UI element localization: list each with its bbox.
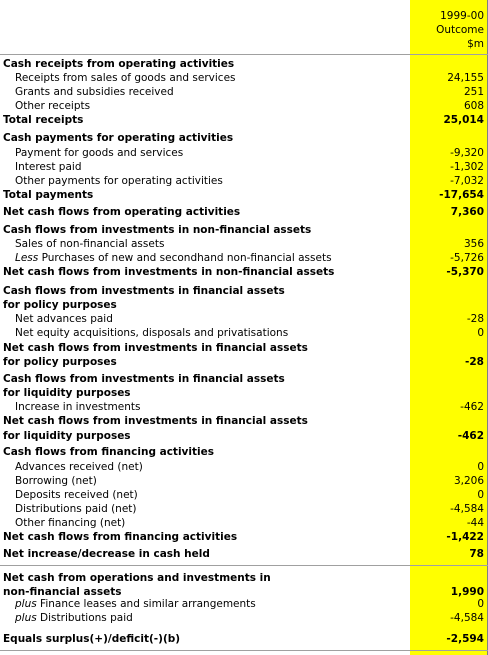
- row-prefix: plus: [15, 612, 41, 624]
- row-label: [15, 99, 90, 113]
- row-label-text: Net increase/decrease in cash held: [3, 548, 210, 560]
- row-label-text: Total receipts: [3, 114, 84, 126]
- statement-row: [0, 326, 488, 340]
- row-label-text: Cash flows from financing activities: [3, 446, 214, 458]
- row-value: 24,155: [447, 72, 484, 84]
- row-prefix: Less: [15, 252, 42, 264]
- row-label: [3, 205, 240, 219]
- row-label: [3, 113, 83, 127]
- statement-row: [0, 488, 488, 502]
- statement-row: [0, 205, 488, 219]
- row-label-text: Equals surplus(+)/deficit(-)(b): [3, 633, 181, 645]
- statement-row: [0, 251, 488, 265]
- row-value: -462: [457, 430, 484, 442]
- row-label-text: Cash flows from investments in non-financial assets: [3, 224, 312, 236]
- statement-row: [0, 460, 488, 474]
- row-label-text: Purchases of new and secondhand non-financial assets: [41, 252, 332, 264]
- header-divider: [0, 54, 488, 55]
- row-prefix: plus: [15, 598, 41, 610]
- header-outcome: Outcome: [436, 24, 484, 36]
- row-value: -2,594: [446, 633, 484, 645]
- row-label: [3, 131, 233, 145]
- row-label-text: for liquidity purposes: [3, 430, 131, 442]
- row-label-text: Other payments for operating activities: [15, 175, 223, 187]
- header-year: 1999-00: [440, 10, 484, 22]
- row-label-text: for policy purposes: [3, 299, 117, 311]
- statement-row: [0, 571, 488, 585]
- row-label-text: for policy purposes: [3, 356, 117, 368]
- statement-row: [0, 71, 488, 85]
- statement-row: [0, 131, 488, 145]
- row-value: 0: [477, 598, 484, 610]
- statement-row: [0, 237, 488, 251]
- row-value: 25,014: [443, 114, 484, 126]
- row-label: [15, 400, 140, 414]
- row-label: [15, 597, 256, 611]
- row-label: [3, 223, 311, 237]
- row-label: [15, 516, 125, 530]
- statement-row: [0, 611, 488, 625]
- row-label: [3, 265, 334, 279]
- statement-row: [0, 530, 488, 544]
- row-label-text: Payment for goods and services: [15, 147, 184, 159]
- row-label-text: Net cash from operations and investments in: [3, 572, 271, 584]
- summary-divider: [0, 565, 488, 566]
- row-value: -9,320: [450, 147, 484, 159]
- row-label-text: Other receipts: [15, 100, 91, 112]
- row-value: -1,422: [446, 531, 484, 543]
- row-label-text: Cash payments for operating activities: [3, 132, 234, 144]
- statement-row: [0, 355, 488, 369]
- row-value: -1,302: [450, 161, 484, 173]
- statement-row: [0, 298, 488, 312]
- statement-row: [0, 445, 488, 459]
- row-value: -28: [466, 313, 484, 325]
- statement-row: [0, 223, 488, 237]
- row-label-text: Interest paid: [15, 161, 82, 173]
- row-label-text: Other financing (net): [15, 517, 126, 529]
- statement-row: [0, 547, 488, 561]
- statement-row: [0, 400, 488, 414]
- row-value: -462: [460, 401, 484, 413]
- row-label: [3, 632, 180, 646]
- row-value: -17,654: [439, 189, 484, 201]
- row-label: [3, 530, 237, 544]
- row-label-text: Net equity acquisitions, disposals and privatisations: [15, 327, 289, 339]
- row-label-text: Sales of non-financial assets: [15, 238, 165, 250]
- row-label-text: Advances received (net): [15, 461, 143, 473]
- row-label-text: Net cash flows from financing activities: [3, 531, 238, 543]
- row-value: 608: [463, 100, 484, 112]
- row-value: -4,584: [450, 612, 484, 624]
- row-value: -44: [466, 517, 484, 529]
- row-value: -4,584: [450, 503, 484, 515]
- row-label: [3, 341, 308, 355]
- row-value: -28: [465, 356, 484, 368]
- statement-row: [0, 312, 488, 326]
- row-label-text: Net cash flows from investments in financial assets: [3, 342, 308, 354]
- statement-row: [0, 265, 488, 279]
- statement-row: [0, 284, 488, 298]
- row-label-text: Grants and subsidies received: [15, 86, 174, 98]
- row-label: [15, 460, 143, 474]
- row-label: [15, 488, 138, 502]
- row-label-text: Deposits received (net): [15, 489, 138, 501]
- row-value: 7,360: [450, 206, 484, 218]
- row-label-text: Receipts from sales of goods and services: [15, 72, 236, 84]
- row-value: -7,032: [450, 175, 484, 187]
- row-value: 251: [463, 86, 484, 98]
- row-label: [15, 611, 133, 625]
- row-label: [15, 474, 97, 488]
- statement-row: [0, 632, 488, 646]
- row-label: [15, 71, 236, 85]
- statement-row: [0, 99, 488, 113]
- bottom-divider: [0, 650, 488, 651]
- row-label-text: Net cash flows from operating activities: [3, 206, 241, 218]
- statement-row: [0, 85, 488, 99]
- row-value: 78: [469, 548, 484, 560]
- row-label: [3, 355, 117, 369]
- row-label: [3, 284, 285, 298]
- row-label: [3, 547, 210, 561]
- row-label: [3, 57, 234, 71]
- statement-row: [0, 372, 488, 386]
- row-label-text: Distributions paid (net): [15, 503, 137, 515]
- row-label-text: Increase in investments: [15, 401, 141, 413]
- row-value: 0: [477, 489, 484, 501]
- row-label-text: non-financial assets: [3, 586, 122, 598]
- row-label: [3, 445, 214, 459]
- row-label: [3, 298, 117, 312]
- row-label-text: for liquidity purposes: [3, 387, 131, 399]
- statement-row: [0, 502, 488, 516]
- row-label: [3, 571, 271, 585]
- row-label: [15, 251, 332, 265]
- row-label: [15, 326, 288, 340]
- statement-row: [0, 516, 488, 530]
- row-label: [3, 386, 131, 400]
- row-value: 0: [477, 327, 484, 339]
- row-value: 3,206: [453, 475, 484, 487]
- row-value: -5,370: [446, 266, 484, 278]
- row-label: [15, 146, 183, 160]
- row-label: [15, 502, 137, 516]
- row-label: [3, 414, 308, 428]
- row-label-text: Finance leases and similar arrangements: [40, 598, 256, 610]
- row-label: [15, 85, 174, 99]
- row-label-text: Cash flows from investments in financial assets: [3, 373, 285, 385]
- row-value: 1,990: [450, 586, 484, 598]
- row-label: [15, 174, 223, 188]
- row-label-text: Net cash flows from investments in non-financial assets: [3, 266, 335, 278]
- row-label: [3, 429, 131, 443]
- row-value: -5,726: [450, 252, 484, 264]
- statement-row: [0, 57, 488, 71]
- statement-row: [0, 160, 488, 174]
- statement-row: [0, 174, 488, 188]
- statement-row: [0, 474, 488, 488]
- row-value: 356: [463, 238, 484, 250]
- statement-row: [0, 113, 488, 127]
- statement-row: [0, 146, 488, 160]
- row-label-text: Net advances paid: [15, 313, 113, 325]
- row-label-text: Net cash flows from investments in financial assets: [3, 415, 308, 427]
- row-label-text: Cash receipts from operating activities: [3, 58, 235, 70]
- statement-row: [0, 188, 488, 202]
- statement-row: [0, 341, 488, 355]
- row-label: [3, 188, 93, 202]
- row-label: [15, 237, 164, 251]
- row-value: 0: [477, 461, 484, 473]
- row-label-text: Distributions paid: [40, 612, 133, 624]
- statement-row: [0, 386, 488, 400]
- row-label: [15, 312, 113, 326]
- row-label-text: Cash flows from investments in financial assets: [3, 285, 285, 297]
- row-label-text: Total payments: [3, 189, 94, 201]
- statement-row: [0, 429, 488, 443]
- row-label: [3, 372, 285, 386]
- row-label-text: Borrowing (net): [15, 475, 97, 487]
- statement-row: [0, 414, 488, 428]
- header-unit: $m: [467, 38, 484, 50]
- statement-row: [0, 597, 488, 611]
- row-label: [15, 160, 81, 174]
